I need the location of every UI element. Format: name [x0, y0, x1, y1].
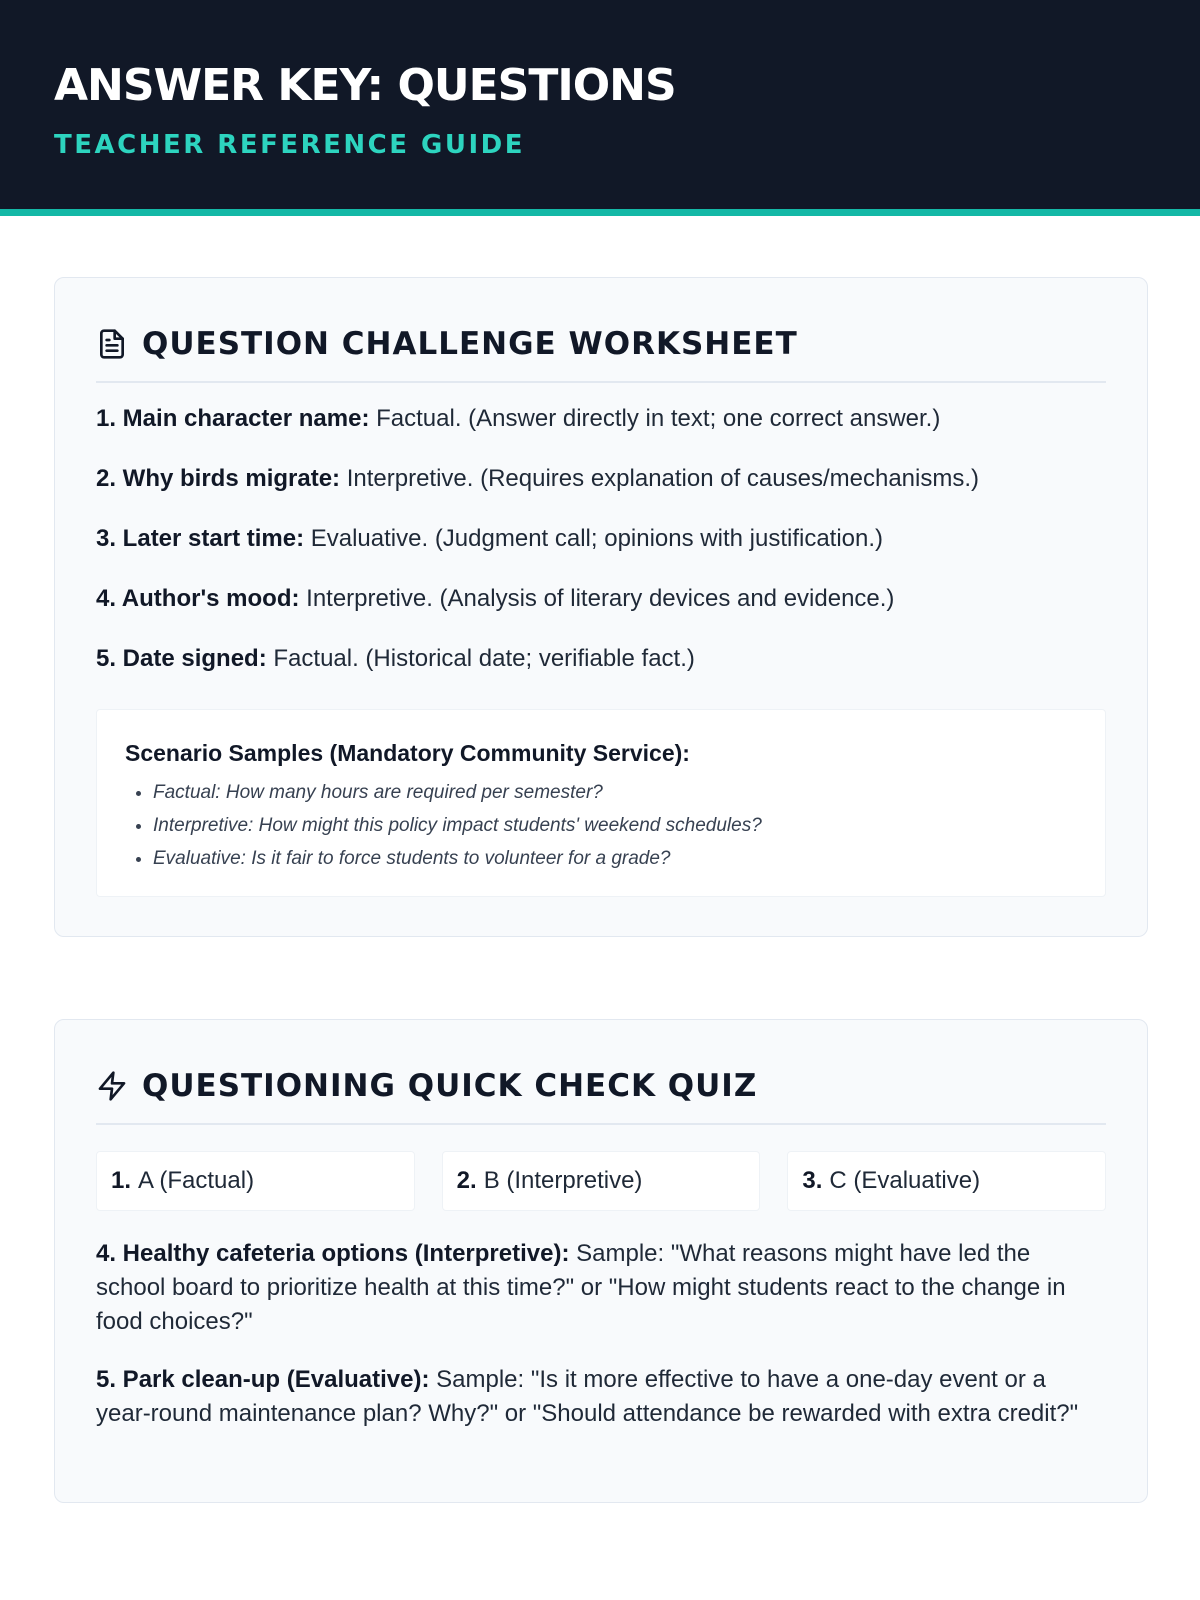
scenario-list [125, 776, 1077, 875]
quiz-answer-number: 1. [111, 1167, 132, 1194]
answer-label: 1. Main character name: [96, 405, 370, 432]
scenario-sample: • Interpretive: How might this policy impact students' weekend schedules? [153, 809, 1077, 842]
quiz-open-text: Sample: "What reasons might have led the school board to prioritize health at this time?" or "How might students react to the change in food choices?" [96, 1240, 1066, 1335]
answer-text: Factual. (Answer directly in text; one correct answer.) [369, 405, 941, 432]
quiz-answer-text: C (Evaluative) [829, 1167, 981, 1194]
page-title: ANSWER KEY: QUESTIONS [54, 60, 676, 111]
worksheet-answer [96, 403, 1106, 463]
quiz-header [96, 1053, 1106, 1125]
worksheet-title: QUESTION CHALLENGE WORKSHEET [142, 326, 798, 362]
quiz-open-answer [96, 1237, 1106, 1339]
worksheet-answer [96, 583, 1106, 643]
worksheet-card [54, 277, 1148, 937]
scenario-sample: • Factual: How many hours are required per semester? [153, 776, 1077, 809]
quiz-open-answer [96, 1363, 1106, 1431]
page-header [0, 0, 1200, 216]
document-icon [96, 328, 128, 360]
scenario-title: Scenario Samples (Mandatory Community Service): [125, 740, 690, 766]
worksheet-header [96, 311, 1106, 383]
scenario-sample: • Evaluative: Is it fair to force students to volunteer for a grade? [153, 842, 1077, 875]
quiz-answer-text: A (Factual) [138, 1167, 255, 1194]
quiz-answer-text: B (Interpretive) [483, 1167, 643, 1194]
quiz-answer-box [96, 1151, 415, 1211]
worksheet-answer-list [96, 403, 1106, 703]
answer-label: 4. Author's mood: [96, 585, 300, 612]
quiz-open-text: Sample: "Is it more effective to have a one-day event or a year-round maintenance plan? Why?" or "Should attendance be rewarded with extra credit?" [96, 1366, 1079, 1427]
lightning-icon [96, 1070, 128, 1102]
quiz-answer-box [442, 1151, 761, 1211]
quiz-mc-answers [96, 1151, 1106, 1211]
worksheet-answer [96, 643, 1106, 703]
scenario-samples-box [96, 709, 1106, 897]
page-subtitle: TEACHER REFERENCE GUIDE [54, 130, 525, 160]
quiz-answer-number: 2. [456, 1167, 477, 1194]
quiz-title: QUESTIONING QUICK CHECK QUIZ [142, 1068, 758, 1104]
worksheet-answer [96, 523, 1106, 583]
quiz-card [54, 1019, 1148, 1503]
quiz-answer-number: 3. [802, 1167, 823, 1194]
answer-label: 2. Why birds migrate: [96, 465, 341, 492]
answer-label: 5. Date signed: [96, 645, 267, 672]
worksheet-answer [96, 463, 1106, 523]
answer-text: Interpretive. (Requires explanation of causes/mechanisms.) [340, 465, 980, 492]
answer-text: Factual. (Historical date; verifiable fact.) [266, 645, 695, 672]
quiz-open-label: 5. Park clean-up (Evaluative): [96, 1366, 430, 1393]
answer-text: Evaluative. (Judgment call; opinions with justification.) [304, 525, 884, 552]
answer-text: Interpretive. (Analysis of literary devices and evidence.) [299, 585, 895, 612]
quiz-open-label: 4. Healthy cafeteria options (Interpretive): [96, 1240, 570, 1267]
quiz-answer-box [787, 1151, 1106, 1211]
answer-label: 3. Later start time: [96, 525, 305, 552]
